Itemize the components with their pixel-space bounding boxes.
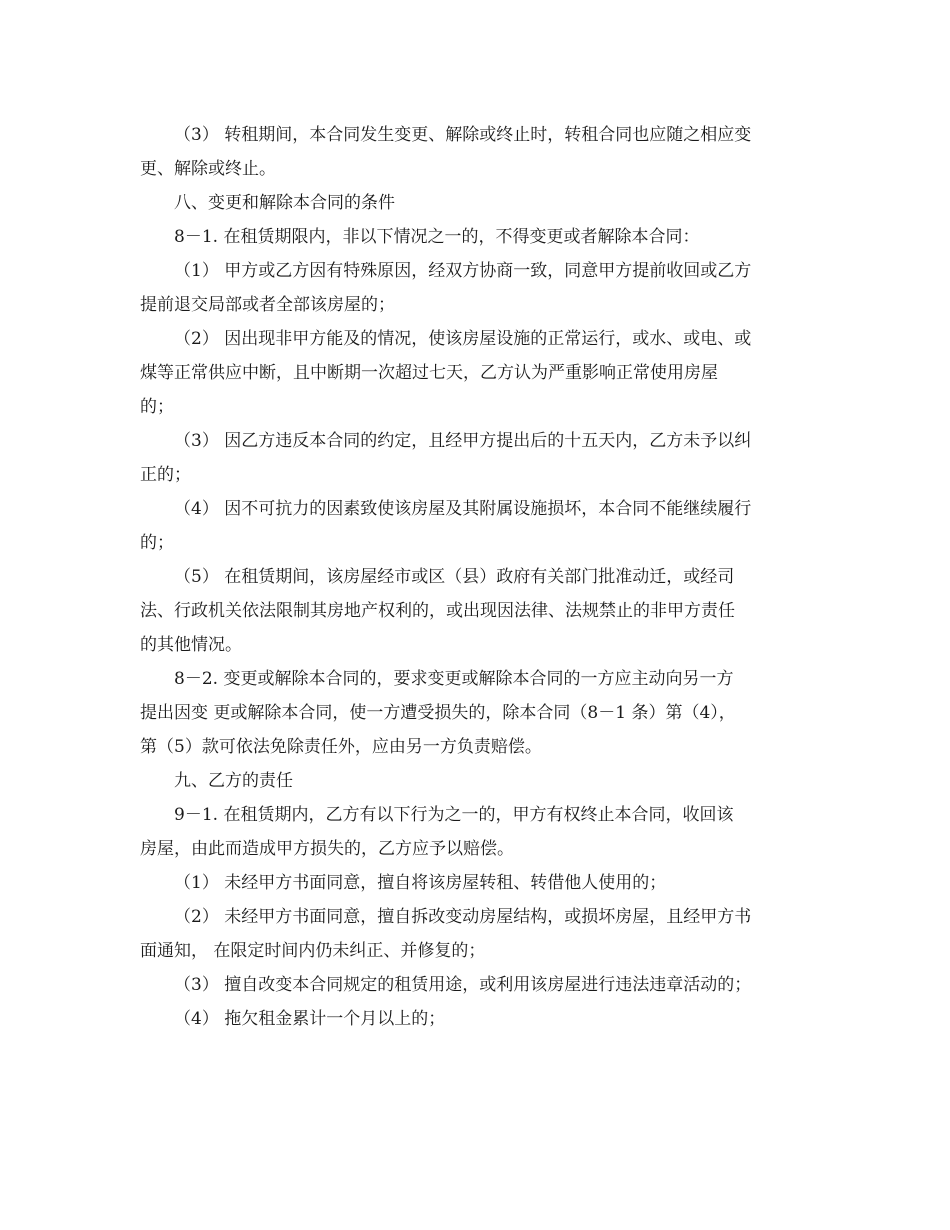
text-line: （1） 未经甲方书面同意，擅自将该房屋转租、转借他人使用的； xyxy=(174,873,667,893)
text-line: （3） 擅自改变本合同规定的租赁用途，或利用该房屋进行违法违章活动的； xyxy=(174,975,752,995)
text-line: （1） 甲方或乙方因有特殊原因，经双方协商一致，同意甲方提前收回或乙方 xyxy=(174,261,752,281)
text-line: （3） 转租期间，本合同发生变更、解除或终止时，转租合同也应随之相应变 xyxy=(174,125,752,145)
text-line: 9－1. 在租赁期内，乙方有以下行为之一的，甲方有权终止本合同，收回该 xyxy=(174,805,734,825)
text-line: 提前退交局部或者全部该房屋的； xyxy=(140,295,395,315)
clause-8-1-item-5 xyxy=(140,560,808,662)
text-line: 更、解除或终止。 xyxy=(140,159,276,179)
clause-9-1-item-4 xyxy=(140,1002,808,1036)
clause-9-1-item-1 xyxy=(140,866,808,900)
section-heading-8 xyxy=(140,186,808,220)
text-line: 的其他情况。 xyxy=(140,635,242,655)
text-line: （4） 因不可抗力的因素致使该房屋及其附属设施损坏，本合同不能继续履行 xyxy=(174,499,752,519)
clause-9-1-item-2 xyxy=(140,900,808,968)
clause-8-1-item-2 xyxy=(140,322,808,424)
text-line: 提出因变 更或解除本合同，使一方遭受损失的，除本合同（8－1 条）第（4）， xyxy=(140,703,736,723)
text-line: （2） 因出现非甲方能及的情况，使该房屋设施的正常运行，或水、或电、或 xyxy=(174,329,752,349)
paragraph-sublet-changes xyxy=(140,118,808,186)
text-line: （4） 拖欠租金累计一个月以上的； xyxy=(174,1009,446,1029)
text-line: （2） 未经甲方书面同意，擅自拆改变动房屋结构，或损坏房屋，且经甲方书 xyxy=(174,907,752,927)
clause-8-1-item-4 xyxy=(140,492,808,560)
text-line: 的； xyxy=(140,533,174,553)
text-line: （3） 因乙方违反本合同的约定，且经甲方提出后的十五天内，乙方未予以纠 xyxy=(174,431,752,451)
clause-8-1 xyxy=(140,220,808,254)
text-line: 8－2. 变更或解除本合同的，要求变更或解除本合同的一方应主动向另一方 xyxy=(174,669,734,689)
text-line: （5） 在租赁期间，该房屋经市或区（县）政府有关部门批准动迁，或经司 xyxy=(174,567,735,587)
clause-8-1-item-3 xyxy=(140,424,808,492)
text-line: 的； xyxy=(140,397,174,417)
section-heading-9 xyxy=(140,764,808,798)
clause-9-1-item-3 xyxy=(140,968,808,1002)
heading-text: 八、变更和解除本合同的条件 xyxy=(174,193,395,213)
clause-8-1-item-1 xyxy=(140,254,808,322)
clause-8-2 xyxy=(140,662,808,764)
text-line: 正的； xyxy=(140,465,191,485)
text-line: 面通知， 在限定时间内仍未纠正、并修复的； xyxy=(140,941,486,961)
text-line: 第（5）款可依法免除责任外，应由另一方负责赔偿。 xyxy=(140,737,542,757)
text-line: 法、行政机关依法限制其房地产权利的，或出现因法律、法规禁止的非甲方责任 xyxy=(140,601,735,621)
text-line: 房屋，由此而造成甲方损失的，乙方应予以赔偿。 xyxy=(140,839,514,859)
heading-text: 九、乙方的责任 xyxy=(174,771,293,791)
text-line: 煤等正常供应中断，且中断期一次超过七天，乙方认为严重影响正常使用房屋 xyxy=(140,363,718,383)
document-body xyxy=(140,118,808,1036)
clause-9-1 xyxy=(140,798,808,866)
text-line: 8－1. 在租赁期限内，非以下情况之一的，不得变更或者解除本合同： xyxy=(174,227,700,247)
